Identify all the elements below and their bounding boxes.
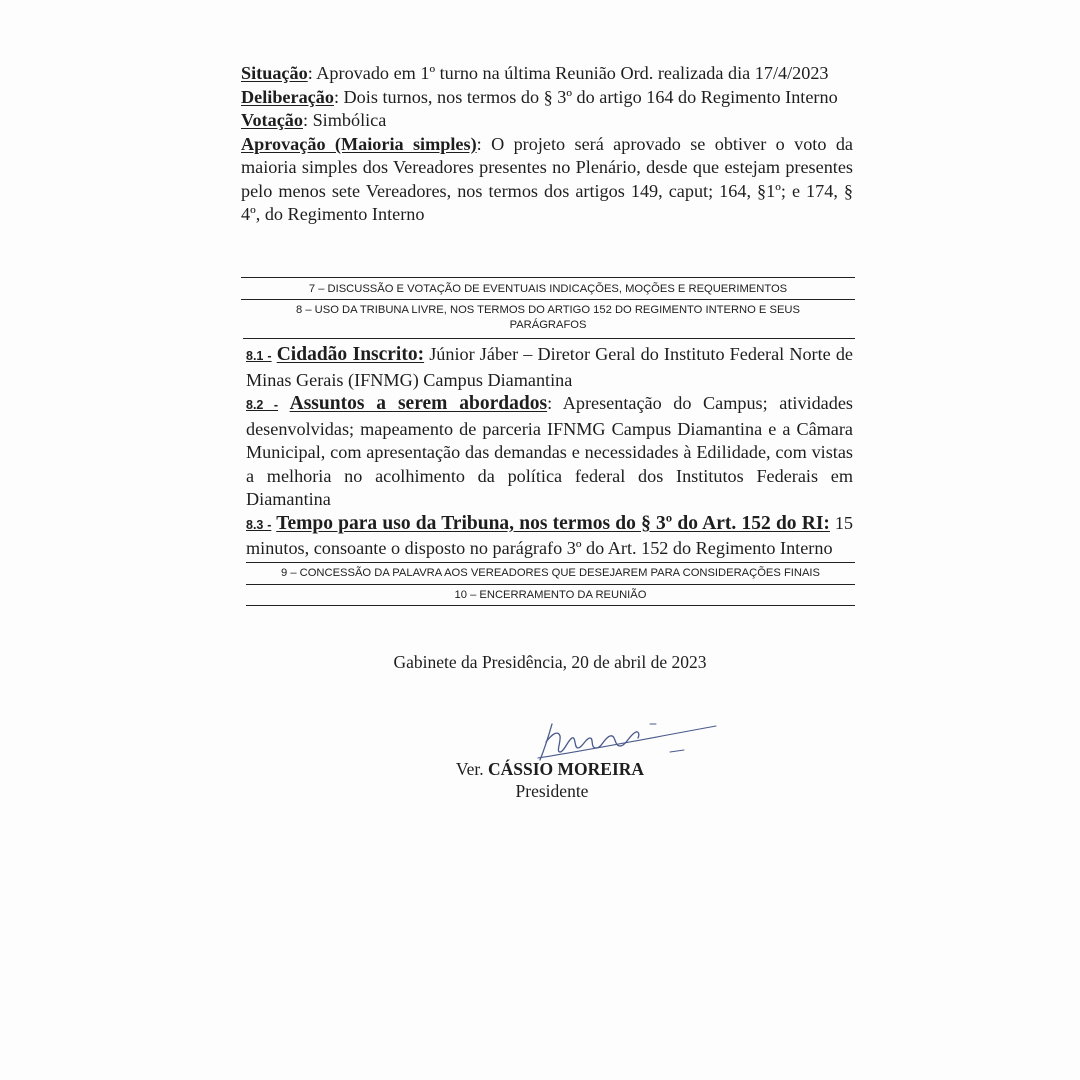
item-8-1 [246, 343, 853, 392]
section-8-heading-line2: PARÁGRAFOS [509, 319, 587, 331]
signer-name: CÁSSIO MOREIRA [488, 759, 645, 779]
aprovacao-label: Aprovação (Maioria simples) [241, 133, 477, 154]
tribuna-block [246, 343, 853, 561]
divider-line [241, 277, 855, 278]
item-8-1-label: Cidadão Inscrito: [276, 344, 425, 365]
item-8-2 [246, 392, 853, 512]
signer-prefix: Ver. [455, 759, 488, 779]
item-8-1-number: 8.1 - [246, 349, 272, 363]
agenda-top-block [241, 62, 853, 227]
item-8-2-text: : Apresentação do Campus; atividades desenvolvidas; mapeamento de parceria IFNMG Campus Diamantina e a Câmara Municipal, com apresentação das demandas e necessidades à Edilidade, com vistas a melhoria no acolhimento da política federal dos Institutos Federais em Diamantina [246, 393, 853, 509]
section-8-heading-line1: 8 – USO DA TRIBUNA LIVRE, NOS TERMOS DO ARTIGO 152 DO REGIMENTO INTERNO E SEUS [296, 304, 800, 316]
deliberacao-text: : Dois turnos, nos termos do § 3º do artigo 164 do Regimento Interno [333, 86, 838, 107]
section-9-heading: 9 – CONCESSÃO DA PALAVRA AOS VEREADORES QUE DESEJAREM PARA CONSIDERAÇÕES FINAIS [280, 567, 820, 579]
aprovacao-text: : O projeto será aprovado se obtiver o voto da maioria simples dos Vereadores presentes no Plenário, desde que estejam presentes pelo menos sete Vereadores, nos termos dos artigos 149, caput; 164, §1º; e 174, § 4º, do Regimento Interno [241, 133, 853, 224]
votacao-label: Votação [241, 110, 303, 130]
divider-line [246, 584, 855, 585]
item-8-2-number: 8.2 - [246, 398, 279, 412]
item-8-2-label: Assuntos a serem abordados [289, 393, 548, 414]
signer-role: Presidente [515, 781, 589, 801]
section-7-heading: 7 – DISCUSSÃO E VOTAÇÃO DE EVENTUAIS INDICAÇÕES, MOÇÕES E REQUERIMENTOS [308, 283, 788, 295]
item-8-1-text: Júnior Jáber – Diretor Geral do Instituto Federal Norte de Minas Gerais (IFNMG) Campus Diamantina [246, 344, 854, 390]
place-date: Gabinete da Presidência, 20 de abril de 2023 [393, 652, 707, 672]
situacao-text: : Aprovado em 1º turno na última Reunião Ord. realizada dia 17/4/2023 [307, 63, 829, 83]
situacao-label: Situação [241, 63, 308, 83]
item-8-3-number: 8.3 - [246, 517, 272, 532]
item-8-3-text: 15 minutos, consoante o disposto no parágrafo 3º do Art. 152 do Regimento Interno [246, 512, 854, 558]
situacao-paragraph [241, 62, 853, 86]
signer-name-line [400, 759, 700, 780]
item-8-3 [246, 512, 853, 561]
votacao-paragraph [241, 109, 853, 133]
item-8-3-label: Tempo para uso da Tribuna, nos termos do § 3º do Art. 152 do RI: [276, 512, 830, 534]
votacao-text: : Simbólica [302, 110, 387, 130]
divider-line [241, 299, 855, 300]
section-8-heading [241, 303, 855, 333]
aprovacao-paragraph [241, 133, 853, 227]
divider-line [246, 605, 855, 606]
divider-line [243, 338, 855, 339]
divider-line [246, 562, 855, 563]
deliberacao-paragraph [241, 86, 853, 110]
deliberacao-label: Deliberação [241, 86, 334, 107]
section-10-heading: 10 – ENCERRAMENTO DA REUNIÃO [454, 589, 647, 601]
